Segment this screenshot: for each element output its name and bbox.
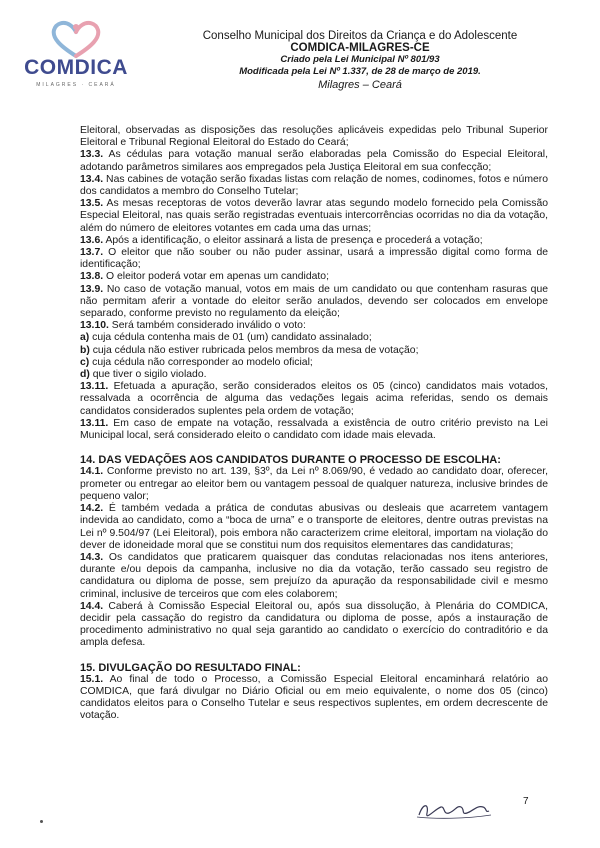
clause-number: 13.3. xyxy=(80,149,104,161)
clause-text: Será também considerado inválido o voto: xyxy=(108,320,306,332)
comdica-logo xyxy=(20,20,132,98)
item-letter: d) xyxy=(80,369,90,381)
item-letter: c) xyxy=(80,356,90,368)
paragraph xyxy=(80,271,548,283)
clause-text: Caberá à Comissão Especial Eleitoral ou, após sua dissolução, à Plenária do COMDICA, decidir pela cassação do registro da candidatura ou diploma de posse, após a instauração de procedimento administrativo no qual seja garantido ao candidato o exercício do contraditório e da ampla defesa. xyxy=(80,600,548,649)
clause-number: 13.7. xyxy=(80,247,104,259)
letterhead xyxy=(0,0,600,118)
paragraph xyxy=(80,552,548,601)
handwritten-signature xyxy=(415,795,495,825)
clause-text: O eleitor que não souber ou não puder assinar, usará a impressão digital como forma de identificação; xyxy=(80,247,548,271)
document-body xyxy=(80,125,548,723)
page-number: 7 xyxy=(523,796,529,807)
clause-number: 13.8. xyxy=(80,271,104,283)
clause-text: É também vedada a prática de condutas abusivas ou desleais que acarretem vantagem indevida ao candidato, como a “boca de urna” e o transporte de eleitores, dentre outras previstas na Lei nº 9.504/97 (Lei Eleitoral), pois embora não caracterizem crime eleitoral, importam na violação do dever de idoneidade moral que se constitui num dos requisitos elementares das candidaturas; xyxy=(80,503,548,551)
item-text: cuja cédula não corresponder ao modelo oficial; xyxy=(89,356,313,368)
clause-number: 13.5. xyxy=(80,198,104,210)
clause-number: 13.11. xyxy=(80,381,109,393)
city: Milagres – Ceará xyxy=(318,79,402,91)
clause-text: O eleitor poderá votar em apenas um candidato; xyxy=(103,271,329,283)
item-letter: a) xyxy=(80,332,90,344)
paragraph xyxy=(80,198,548,235)
logo-wordmark: COMDICA xyxy=(24,56,128,79)
clause-number: 14.4. xyxy=(80,600,104,612)
clause-text: Os candidatos que praticarem quaisquer das condutas relacionadas nos itens anteriores, durante e/ou depois da campanha, inclusive no dia da votação, terão cassado seu registro de candidatura ou diploma de posse, sem prejuízo da apuração da responsabilidade civil e mesmo criminal, inclusive de terceiros que com eles colaborem; xyxy=(80,551,548,600)
clause-text: Ao final de todo o Processo, a Comissão Especial Eleitoral encaminhará relatório ao COMDICA, que fará divulgar no Diário Oficial ou em meio equivalente, o nome dos 05 (cinco) candidatos eleitos para o Conselho Tutelar e seus respectivos suplentes, em ordem decrescente de votação. xyxy=(80,673,548,722)
creation-law: Criado pela Lei Municipal Nº 801/93 xyxy=(280,54,440,65)
org-name: Conselho Municipal dos Direitos da Criança e do Adolescente xyxy=(202,30,518,42)
modification-law: Modificada pela Lei Nº 1.337, de 28 de março de 2019. xyxy=(239,66,481,77)
paragraph xyxy=(80,418,548,442)
item-text: que tiver o sigilo violado. xyxy=(89,369,207,381)
paragraph xyxy=(80,174,548,198)
section-title: 15. DIVULGAÇÃO DO RESULTADO FINAL: xyxy=(80,661,301,674)
clause-number: 13.4. xyxy=(80,173,104,185)
paragraph xyxy=(80,320,548,332)
clause-number: 13.9. xyxy=(80,283,104,295)
paragraph xyxy=(80,284,548,321)
clause-number: 14.2. xyxy=(80,503,104,515)
paragraph xyxy=(80,601,548,650)
paragraph xyxy=(80,247,548,271)
list-item xyxy=(80,332,548,344)
logo-subtitle: MILAGRES · CEARÁ xyxy=(36,82,116,88)
org-acronym: COMDICA-MILAGRES-CE xyxy=(290,42,430,54)
scan-speck xyxy=(40,820,43,823)
paragraph xyxy=(80,235,548,247)
clause-text: Efetuada a apuração, serão considerados eleitos os 05 (cinco) candidatos mais votados, ressalvada a ocorrência de alguma das vedações legais acima referidas, sendo os demais candidatos considerados suplentes pela ordem de votação; xyxy=(80,381,548,417)
clause-number: 14.3. xyxy=(80,551,104,563)
clause-text: Em caso de empate na votação, ressalvada a existência de outro critério previsto na Lei Municipal local, será considerado eleito o candidato com idade mais elevada. xyxy=(80,417,548,442)
heart-logo-icon xyxy=(50,20,102,60)
letterhead-text xyxy=(140,30,580,91)
list-item xyxy=(80,345,548,357)
item-text: cuja cédula contenha mais de 01 (um) candidato assinalado; xyxy=(89,332,372,344)
clause-text: Conforme previsto no art. 139, §3º, da Lei nº 8.069/90, é vedado ao candidato doar, oferecer, prometer ou entregar ao eleitor bem ou vantagem pessoal de qualquer natureza, inclusive brindes de pequeno valor; xyxy=(80,466,548,502)
clause-number: 13.6. xyxy=(80,234,104,246)
section-title: 14. DAS VEDAÇÕES AOS CANDIDATOS DURANTE O PROCESSO DE ESCOLHA: xyxy=(80,454,501,467)
paragraph xyxy=(80,674,548,723)
paragraph xyxy=(80,503,548,552)
item-text: cuja cédula não estiver rubricada pelos membros da mesa de votação; xyxy=(89,344,419,356)
clause-text: Nas cabines de votação serão fixadas listas com relação de nomes, codinomes, fotos e número dos candidatos a membro do Conselho Tutelar; xyxy=(80,173,548,198)
clause-text: As cédulas para votação manual serão elaboradas pela Comissão do Especial Eleitoral, adotando parâmetros similares aos empregados pela Justiça Eleitoral em sua confecção; xyxy=(80,149,548,173)
item-letter: b) xyxy=(80,344,90,356)
paragraph xyxy=(80,466,548,503)
list-item xyxy=(80,357,548,369)
clause-number: 13.10. xyxy=(80,320,109,332)
list-item xyxy=(80,369,548,381)
clause-text: Após a identificação, o eleitor assinará a lista de presença e procederá a votação; xyxy=(103,234,483,246)
clause-text: No caso de votação manual, votos em mais de um candidato ou que contenham rasuras que não permitam aferir a vontade do eleitor serão anulados, devendo ser colocados em envelope separado, conforme previsto no regulamento da eleição; xyxy=(80,283,548,320)
paragraph xyxy=(80,381,548,418)
clause-number: 15.1. xyxy=(80,673,104,685)
paragraph: Eleitoral, observadas as disposições das resoluções aplicáveis expedidas pelo Tribunal Superior Eleitoral e Tribunal Regional Eleitoral do Estado do Ceará; xyxy=(80,125,548,149)
clause-text: As mesas receptoras de votos deverão lavrar atas segundo modelo fornecido pela Comissão Especial Eleitoral, nas quais serão registradas eventuais intercorrências ocorridas no dia da votação, além do número de eleitores votantes em cada uma das urnas; xyxy=(80,198,548,234)
paragraph xyxy=(80,149,548,173)
clause-number: 14.1. xyxy=(80,466,104,478)
clause-number: 13.11. xyxy=(80,417,109,429)
